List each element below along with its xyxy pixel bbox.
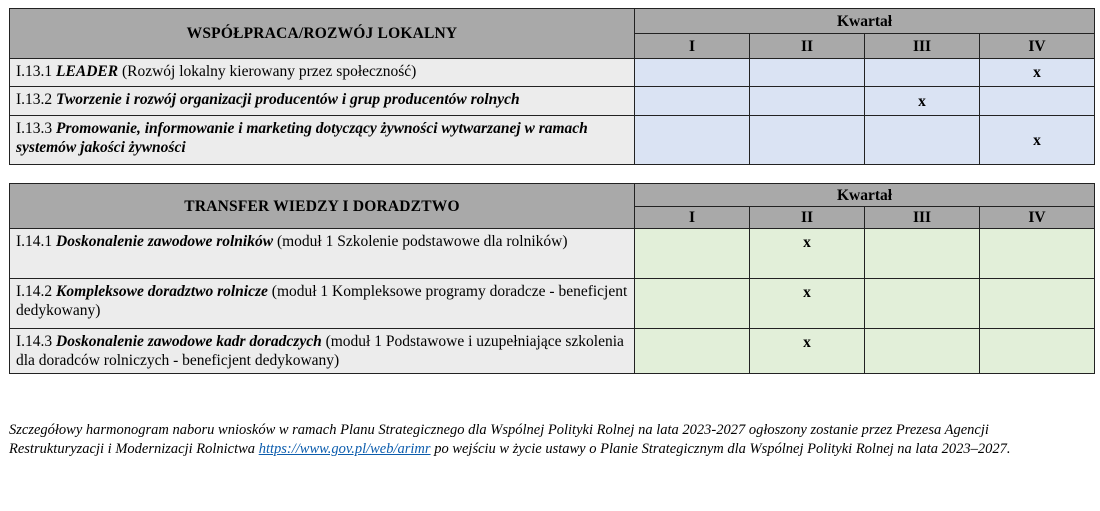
quarter-mark: x bbox=[865, 87, 980, 116]
quarter-header: Kwartał bbox=[635, 9, 1095, 34]
quarter-mark: x bbox=[980, 116, 1095, 165]
quarter-label: III bbox=[865, 34, 980, 59]
quarter-label: II bbox=[750, 34, 865, 59]
table-row-label: I.13.1 LEADER (Rozwój lokalny kierowany przez społeczność) bbox=[10, 59, 635, 87]
footnote-text: Szczegółowy harmonogram naboru wniosków w ramach Planu Strategicznego dla Wspólnej Polityki Rolnej na lata 2023-2027 ogłoszony zostanie przez Prezesa Agencji Restrukturyzacji i Modernizacji Rolnictwa bbox=[9, 422, 989, 457]
quarter-mark bbox=[980, 329, 1095, 374]
quarter-label: I bbox=[635, 34, 750, 59]
quarter-mark bbox=[865, 229, 980, 279]
quarter-mark bbox=[750, 87, 865, 116]
quarter-mark: x bbox=[750, 279, 865, 329]
quarter-mark bbox=[980, 87, 1095, 116]
quarter-mark: x bbox=[750, 329, 865, 374]
schedule-table-cooperation bbox=[9, 8, 1095, 165]
table-row-label: I.14.1 Doskonalenie zawodowe rolników (moduł 1 Szkolenie podstawowe dla rolników) bbox=[10, 229, 635, 279]
quarter-mark bbox=[750, 59, 865, 87]
quarter-mark bbox=[635, 87, 750, 116]
quarter-mark bbox=[980, 229, 1095, 279]
quarter-mark bbox=[635, 59, 750, 87]
quarter-label: IV bbox=[980, 34, 1095, 59]
table-row-label: I.14.2 Kompleksowe doradztwo rolnicze (moduł 1 Kompleksowe programy doradcze - beneficjent dedykowany) bbox=[10, 279, 635, 329]
quarter-mark bbox=[635, 279, 750, 329]
quarter-mark bbox=[865, 59, 980, 87]
quarter-label: IV bbox=[980, 207, 1095, 229]
table-row-label: I.13.2 Tworzenie i rozwój organizacji producentów i grup producentów rolnych bbox=[10, 87, 635, 116]
table-row-label: I.14.3 Doskonalenie zawodowe kadr doradczych (moduł 1 Podstawowe i uzupełniające szkolenia dla doradców rolniczych - beneficjent dedykowany) bbox=[10, 329, 635, 374]
schedule-table-knowledge-transfer bbox=[9, 183, 1095, 374]
quarter-mark bbox=[980, 279, 1095, 329]
quarter-mark bbox=[750, 116, 865, 165]
footnote bbox=[9, 421, 1069, 458]
quarter-label: I bbox=[635, 207, 750, 229]
quarter-mark bbox=[635, 116, 750, 165]
arimr-link[interactable]: https://www.gov.pl/web/arimr bbox=[258, 440, 431, 457]
quarter-label: II bbox=[750, 207, 865, 229]
quarter-label: III bbox=[865, 207, 980, 229]
section-title: TRANSFER WIEDZY I DORADZTWO bbox=[10, 184, 635, 229]
table-row-label: I.13.3 Promowanie, informowanie i marketing dotyczący żywności wytwarzanej w ramach systemów jakości żywności bbox=[10, 116, 635, 165]
quarter-mark: x bbox=[980, 59, 1095, 87]
quarter-mark bbox=[865, 116, 980, 165]
quarter-mark bbox=[865, 279, 980, 329]
quarter-mark bbox=[635, 329, 750, 374]
quarter-mark bbox=[635, 229, 750, 279]
quarter-mark: x bbox=[750, 229, 865, 279]
footnote-text-end: po wejściu w życie ustawy o Planie Strategicznym dla Wspólnej Polityki Rolnej na lata 2023–2027. bbox=[430, 440, 1011, 457]
section-title: WSPÓŁPRACA/ROZWÓJ LOKALNY bbox=[10, 9, 635, 59]
quarter-mark bbox=[865, 329, 980, 374]
quarter-header: Kwartał bbox=[635, 184, 1095, 207]
